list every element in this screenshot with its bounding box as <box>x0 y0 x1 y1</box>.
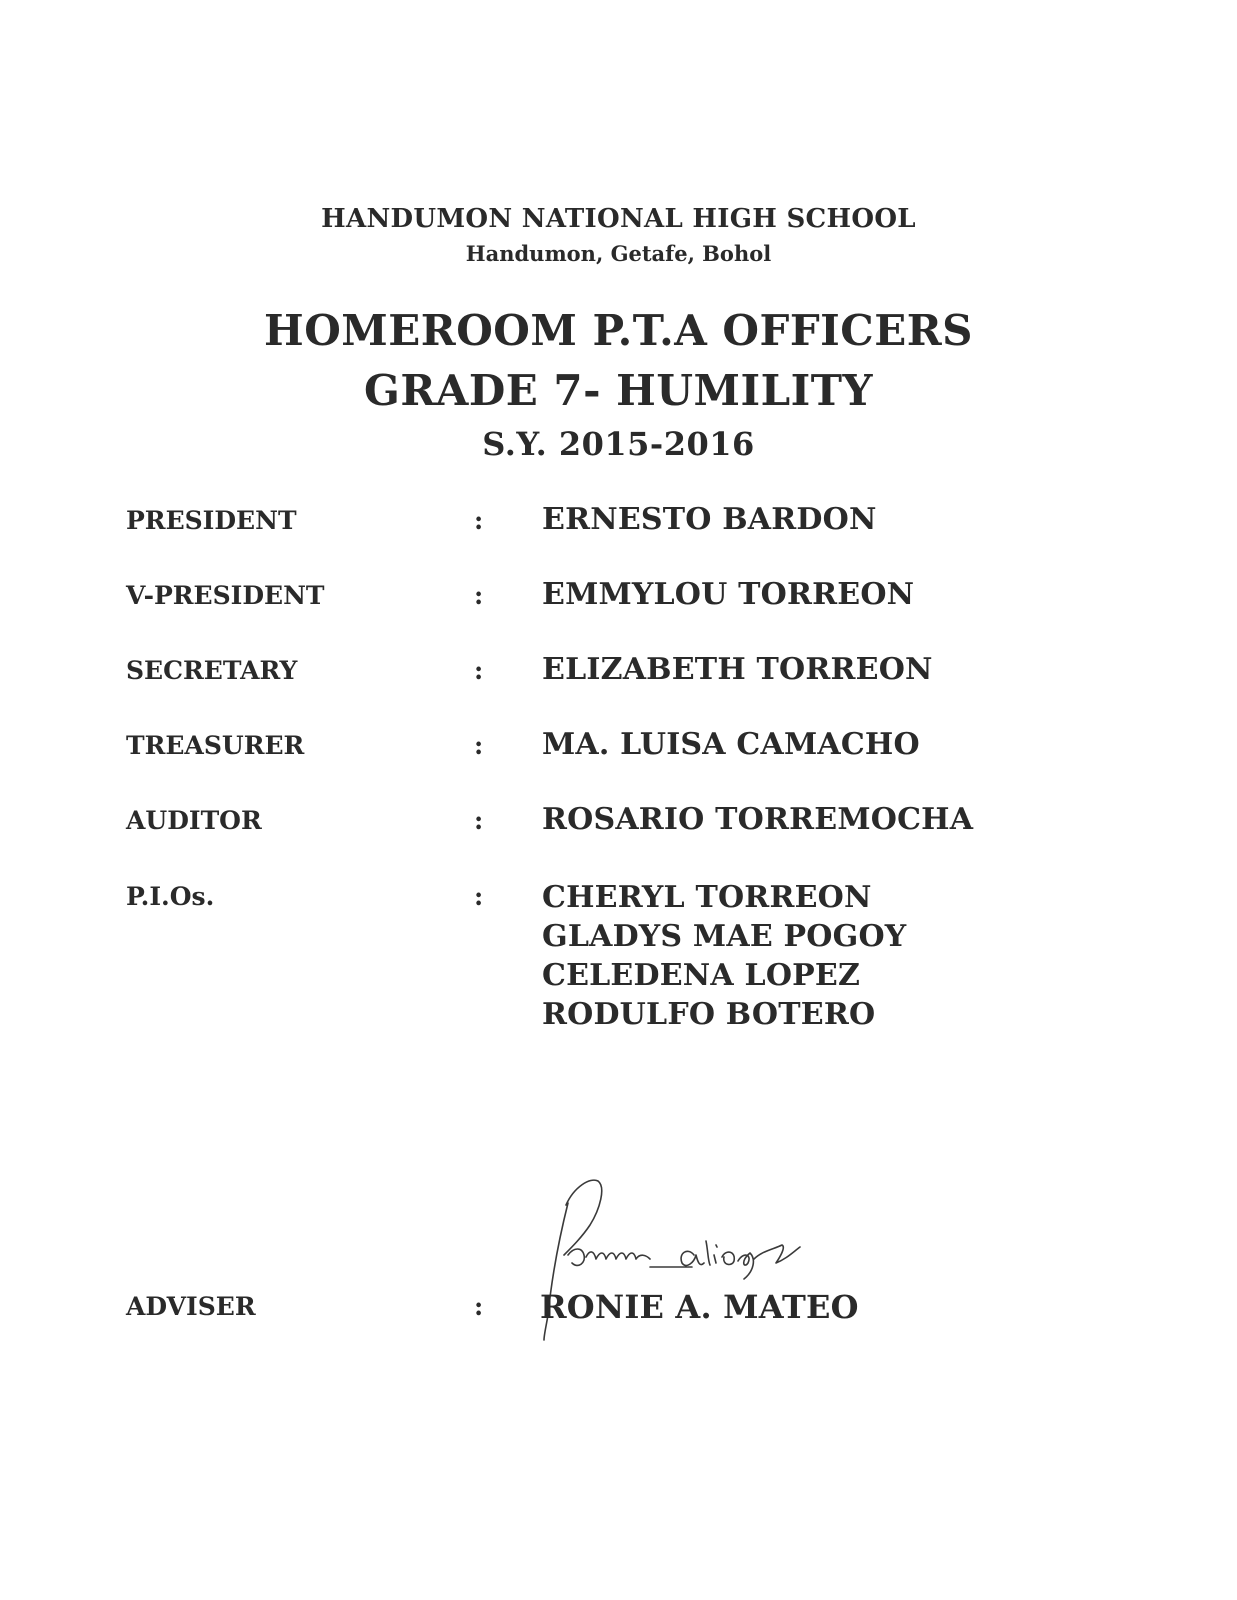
officer-name: ERNESTO BARDON <box>542 502 877 537</box>
officer-role: V-PRESIDENT <box>126 581 325 610</box>
officer-role: TREASURER <box>126 731 305 760</box>
officer-name: ROSARIO TORREMOCHA <box>542 802 974 837</box>
officer-row-pios <box>0 882 1237 1042</box>
separator-colon: : <box>474 882 484 911</box>
grade-section: GRADE 7- HUMILITY <box>363 366 874 415</box>
pio-name: CHERYL TORREON <box>542 880 872 915</box>
officer-row-vice-president <box>0 577 1237 621</box>
officer-row-president <box>0 502 1237 546</box>
separator-colon: : <box>474 656 484 685</box>
separator-colon: : <box>474 731 484 760</box>
school-address: Handumon, Getafe, Bohol <box>465 241 772 266</box>
separator-colon: : <box>474 1292 484 1321</box>
pio-name: GLADYS MAE POGOY <box>542 919 907 954</box>
school-year: S.Y. 2015-2016 <box>482 425 755 463</box>
officer-role: P.I.Os. <box>126 882 215 911</box>
separator-colon: : <box>474 806 484 835</box>
document-title: HOMEROOM P.T.A OFFICERS <box>264 306 973 355</box>
officer-row-adviser <box>0 1288 1237 1332</box>
officer-name: EMMYLOU TORREON <box>542 577 915 612</box>
pio-names-list <box>542 878 906 1034</box>
officer-name: MA. LUISA CAMACHO <box>542 727 920 762</box>
school-name: HANDUMON NATIONAL HIGH SCHOOL <box>321 204 916 234</box>
pio-name: CELEDENA LOPEZ <box>542 958 861 993</box>
officer-role: SECRETARY <box>126 656 298 685</box>
officer-role: AUDITOR <box>126 806 262 835</box>
separator-colon: : <box>474 506 484 535</box>
officer-row-secretary <box>0 652 1237 696</box>
officer-role: ADVISER <box>126 1292 256 1321</box>
separator-colon: : <box>474 581 484 610</box>
officer-role: PRESIDENT <box>126 506 297 535</box>
adviser-name: RONIE A. MATEO <box>540 1288 859 1326</box>
officer-row-treasurer <box>0 727 1237 771</box>
officer-name: ELIZABETH TORREON <box>542 652 933 687</box>
pio-name: RODULFO BOTERO <box>542 997 876 1032</box>
officer-row-auditor <box>0 802 1237 846</box>
